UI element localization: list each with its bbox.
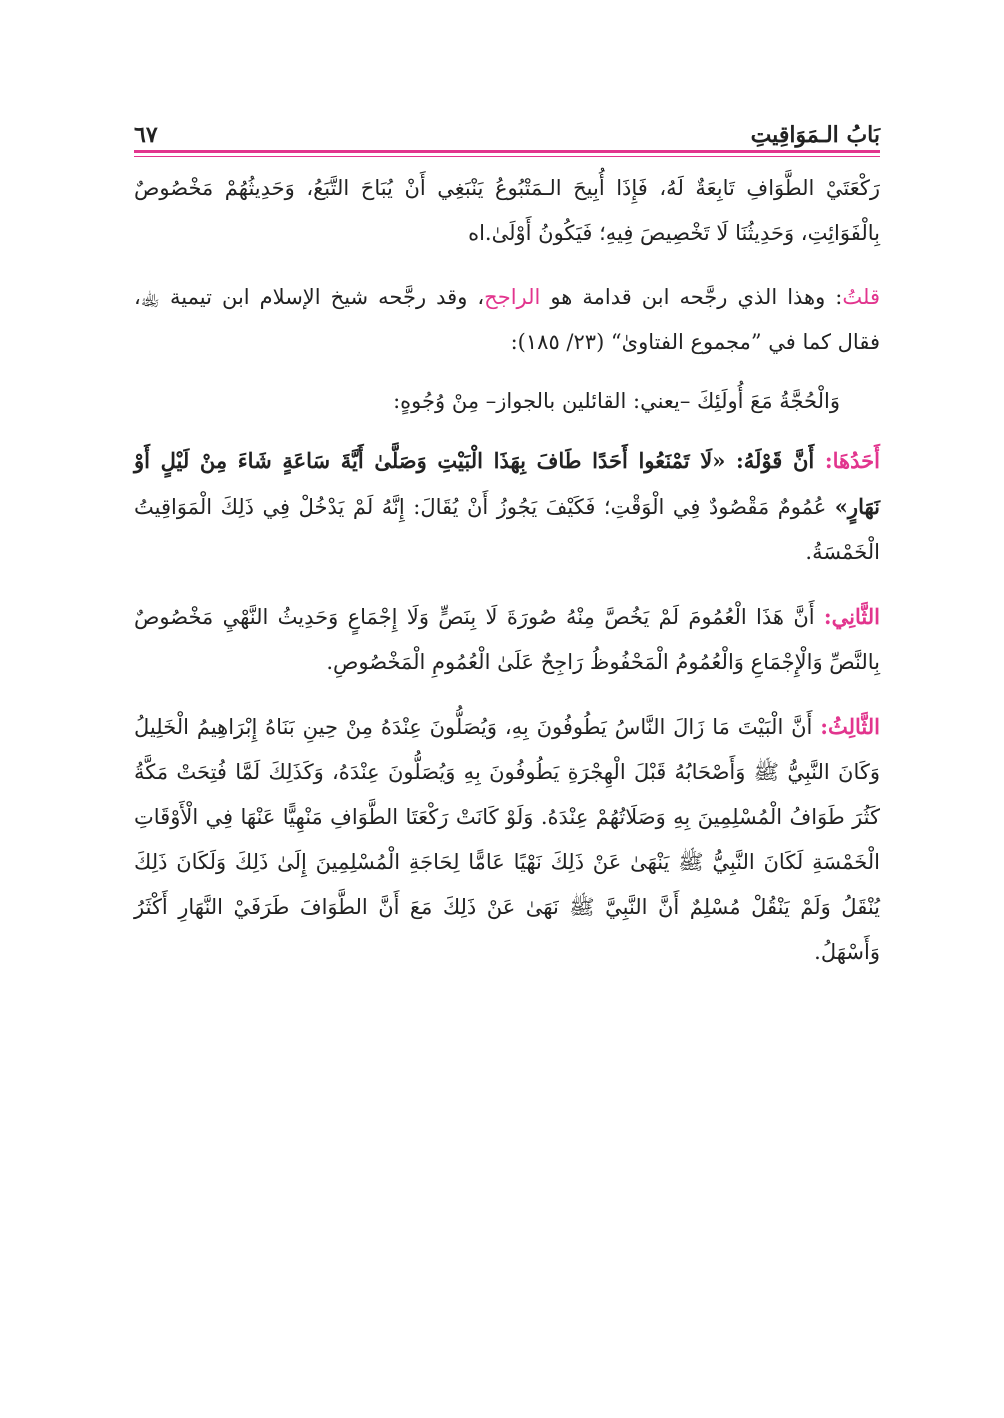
chapter-title: بَابُ الـمَوَاقِيتِ	[750, 122, 880, 148]
note-highlight: الراجح	[484, 285, 541, 309]
note-lead: قلتُ	[842, 285, 880, 309]
first-point-lead: أَحَدُهَا:	[824, 448, 880, 473]
paragraph-text: رَكْعَتَيْ الطَّوَافِ تَابِعَةٌ لَهُ، فَإِذَا أُبِيحَ الـمَتْبُوعُ يَنْبَغِي أَنْ يُبَاحَ التَّبَعُ، وَحَدِيثُهُمْ مَخْصُوصٌ بِالْفَوَائِتِ، وَحَدِيثُنَا لَا تَخْصِيصَ فِيهِ؛ فَيَكُونُ أَوْلَىٰ.اه	[134, 176, 880, 245]
second-point-lead: الثَّانِي:	[823, 604, 880, 629]
second-point-text: أَنَّ هَذَا الْعُمُومَ لَمْ يَخُصَّ مِنْهُ صُورَةَ لَا بِنَصٍّ وَلَا إِجْمَاعٍ وَحَدِيثُ النَّهْيِ مَخْصُوصٌ بِالنَّصِّ وَالْإِجْمَاعِ وَالْعُمُومُ الْمَحْفُوظُ رَاجِحٌ عَلَىٰ الْعُمُومِ الْمَخْصُوصِ.	[134, 605, 880, 674]
note-text-a: : وهذا الذي رجَّحه ابن قدامة هو	[540, 285, 843, 309]
running-header	[134, 110, 880, 148]
third-point-text: أَنَّ الْبَيْتَ مَا زَالَ النَّاسُ يَطُوفُونَ بِهِ، وَيُصَلُّونَ عِنْدَهُ مِنْ حِينِ بَنَاهُ إِبْرَاهِيمُ الْخَلِيلُ وَكَانَ النَّبِيُّ ﷺ وَأَصْحَابُهُ قَبْلَ الْهِجْرَةِ يَطُوفُونَ بِهِ وَيُصَلُّونَ عِنْدَهُ، وَكَذَلِكَ لَمَّا فُتِحَتْ مَكَّةُ كَثُرَ طَوَافُ الْمُسْلِمِينَ بِهِ وَصَلَاتُهُمْ عِنْدَهُ. وَلَوْ كَانَتْ رَكْعَتَا الطَّوَافِ مَنْهِيًّا عَنْهَا فِي الْأَوْقَاتِ الْخَمْسَةِ لَكَانَ النَّبِيُّ ﷺ يَنْهَىٰ عَنْ ذَلِكَ نَهْيًا عَامًّا لِحَاجَةِ الْمُسْلِمِينَ إِلَىٰ ذَلِكَ وَلَكَانَ ذَلِكَ يُنْقَلُ وَلَمْ يَنْقُلْ مُسْلِمٌ أَنَّ النَّبِيَّ ﷺ نَهَىٰ عَنْ ذَلِكَ مَعَ أَنَّ الطَّوَافَ طَرَفَيْ النَّهَارِ أَكْثَرُ وَأَسْهَلُ.	[134, 715, 880, 964]
page-number: ٦٧	[134, 122, 158, 148]
paragraph-quote-intro	[134, 379, 880, 424]
paragraph-first-point	[134, 438, 880, 575]
note-text-b: ، وقد رجَّحه شيخ الإسلام ابن تيمية ﵀، فقال كما في ”مجموع الفتاوىٰ“ (٢٣/ ١٨٥):	[134, 285, 880, 354]
header-rule-thin	[134, 156, 880, 157]
header-rule-thick	[134, 150, 880, 153]
quote-intro-text: وَالْحُجَّةُ مَعَ أُولَئِكَ –يعني: القائلين بالجواز– مِنْ وُجُوهٍ:	[393, 389, 840, 413]
paragraph-third-point	[134, 704, 880, 975]
hadith-quote: «لَا تَمْنَعُوا أَحَدًا طَافَ بِهَذَا الْبَيْتِ وَصَلَّىٰ أَيَّةَ سَاعَةٍ شَاءَ مِنْ لَيْلٍ أَوْ نَهَارٍ»	[134, 448, 880, 519]
paragraph-second-point	[134, 594, 880, 685]
paragraph-continuation	[134, 166, 880, 256]
paragraph-author-note	[134, 275, 880, 365]
first-point-text-b: عُمُومٌ مَقْصُودٌ فِي الْوَقْتِ؛ فَكَيْفَ يَجُوزُ أَنْ يُقَالَ: إِنَّهُ لَمْ يَدْخُلْ فِي ذَلِكَ الْمَوَاقِيتُ الْخَمْسَةُ.	[134, 495, 880, 564]
third-point-lead: الثَّالِثُ:	[820, 714, 880, 739]
page-body	[134, 166, 880, 994]
first-point-text-a: أَنَّ قَوْلَهُ:	[725, 448, 825, 473]
